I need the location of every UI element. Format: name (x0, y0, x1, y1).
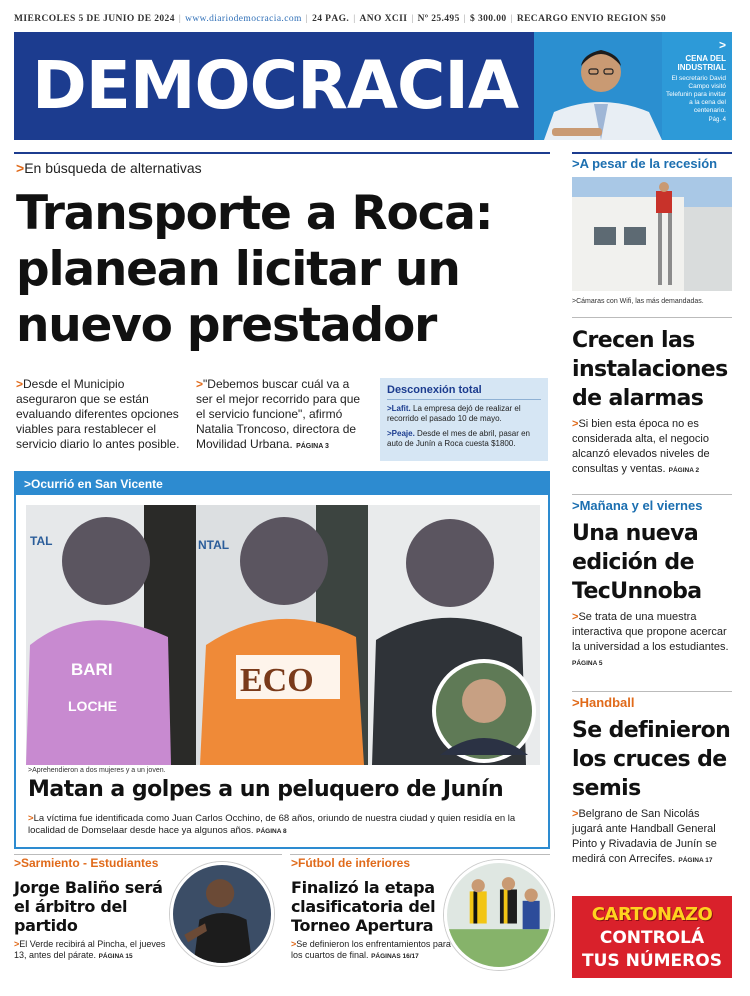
alarm-headline-block (572, 326, 732, 478)
shirt-print-text: ECO (240, 662, 314, 699)
crime-summary-text: La víctima fue identificada como Juan Carlos Occhino, de 68 años, oriundo de nuestra ciudad y quien residía en la localidad de Domselaar desde hace ya algunos años. (28, 813, 516, 836)
football-kicker: >Fútbol de inferiores (291, 856, 411, 870)
alarm-summary-text: Si bien esta época no es considerada alta, el negocio alcanzó elevados niveles de consultas y ventas. (572, 418, 710, 475)
divider (290, 854, 550, 855)
football-summary: >Se definieron los enfrentamientos para los cuartos de final. PÁGINAS 16/17 (291, 939, 451, 960)
football-photo (444, 860, 554, 970)
shirt-print-text: LOCHE (68, 698, 117, 714)
lead-column-2: >"Debemos buscar cuál va a ser el mejor recorrido para que el servicio funcione", afirmó Natalia Troncoso, directora de Movilidad Urbana. PÁGINA 3 (196, 377, 361, 451)
section-rule (572, 152, 732, 154)
cartonazo-logo: CARTONAZO (591, 904, 713, 925)
suspects-photo (26, 505, 540, 765)
background-sign-text: NTAL (198, 538, 230, 552)
masthead-person-photo (534, 32, 669, 140)
alarm-kicker: >A pesar de la recesión (572, 156, 718, 171)
tecunnoba-kicker: >Mañana y el viernes (572, 498, 703, 513)
masthead-promo-title: CENA DEL INDUSTRIAL (677, 54, 726, 72)
divider (572, 317, 732, 318)
tecunnoba-summary: >Se trata de una muestra interactiva que propone acercar la universidad a los estudiantes. PÁGINA 5 (572, 611, 729, 667)
info-box-item: >Peaje. Desde el mes de abril, pasar en auto de Junín a Roca cuesta $1800. (387, 429, 530, 448)
page-reference: PÁGINAS 16/17 (371, 953, 419, 960)
tecunnoba-summary-text: Se trata de una muestra interactiva que propone acercar la universidad a los estudiantes. (572, 611, 729, 653)
edition-price: $ 300.00 (470, 14, 507, 24)
masthead-promo[interactable] (662, 32, 732, 140)
page-reference: PÁGINA 15 (98, 953, 133, 960)
masthead-promo-text: El secretario David Campo visitó Telefunin para invitar a la cena del centenario. (666, 75, 726, 114)
edition-date: MIÉRCOLES 5 DE JUNIO DE 2024 (14, 14, 175, 24)
handball-story (572, 695, 732, 868)
referee-summary-text: El Verde recibirá al Pincha, el jueves 13, antes del párate. (14, 939, 166, 960)
info-box-title: Desconexión total (387, 384, 541, 400)
divider (572, 691, 732, 692)
shipping-surcharge: RECARGO ENVÍO REGIÓN $50 (516, 14, 667, 24)
divider (14, 854, 282, 855)
background-sign-text: TAL (30, 534, 53, 548)
alarm-photo (572, 177, 732, 291)
masthead-promo-page: Pág. 4 (708, 117, 726, 123)
tecunnoba-headline[interactable]: Una nueva edición de TecUnnoba (572, 521, 702, 604)
referee-photo (170, 862, 274, 966)
referee-headline[interactable]: Jorge Baliño será el árbitro del partido (14, 878, 163, 935)
handball-summary-text: Belgrano de San Nicolás jugará ante Handball General Pinto y Rivadavia de Junín se medirá con Arrecifes. (572, 808, 717, 865)
page-count: 24 PÁG. (312, 14, 350, 24)
lead-column-2-text: "Debemos buscar cuál va a ser el mejor recorrido para que el servicio funcione", afirmó Natalia Troncoso, directora de Movilidad Urbana. (196, 377, 361, 451)
masthead (14, 32, 732, 140)
tecunnoba-story (572, 498, 732, 671)
section-rule (14, 152, 550, 154)
lead-headline[interactable]: Transporte a Roca: planean licitar un nuevo prestador (16, 186, 493, 353)
cartonazo-promo[interactable] (572, 896, 732, 978)
football-summary-text: Se definieron los enfrentamientos para los cuartos de final. (291, 939, 451, 960)
divider (572, 494, 732, 495)
page-reference: PÁGINA 3 (296, 443, 329, 450)
referee-kicker: >Sarmiento - Estudiantes (14, 856, 159, 870)
lead-column-1: >Desde el Municipio aseguraron que se están evaluando diferentes opciones viables para restablecer el servicio diario lo antes posible. (16, 377, 180, 451)
football-headline[interactable]: Finalizó la etapa clasificatoria del Torneo Apertura (291, 878, 436, 935)
lead-kicker: >En búsqueda de alternativas (16, 160, 202, 176)
promo-line: TUS NÚMEROS (582, 951, 722, 971)
info-box (380, 378, 548, 461)
page-reference: PÁGINA 5 (572, 660, 603, 667)
page-reference: PÁGINA 8 (256, 828, 287, 835)
crime-summary: >La víctima fue identificada como Juan Carlos Occhino, de 68 años, oriundo de nuestra ciudad y quien residía en la localidad de Domselaar desde hace ya algunos años. PÁGINA 8 (28, 813, 516, 836)
crime-headline[interactable]: Matan a golpes a un peluquero de Junín (28, 777, 504, 802)
edition-number: Nº 25.495 (417, 14, 460, 24)
chevron-right-icon: > (718, 38, 726, 52)
handball-headline[interactable]: Se definieron los cruces de semis (572, 718, 731, 801)
lead-column-1-text: Desde el Municipio aseguraron que se están evaluando diferentes opciones viables para restablecer el servicio diario lo antes posible. (16, 377, 180, 451)
edition-year: AÑO XCII (359, 14, 408, 24)
info-box-item: >Lafit. La empresa dejó de realizar el recorrido el pasado 10 de mayo. (387, 404, 521, 423)
handball-summary: >Belgrano de San Nicolás jugará ante Handball General Pinto y Rivadavia de Junín se medirá con Arrecifes. PÁGINA 17 (572, 808, 717, 865)
page-reference: PÁGINA 2 (668, 467, 700, 474)
crime-section-bar: >Ocurrió en San Vicente (16, 473, 548, 495)
shirt-print-text: BARI (71, 660, 113, 679)
crime-story (14, 471, 550, 849)
handball-kicker: >Handball (572, 695, 635, 710)
alarm-summary: >Si bien esta época no es considerada alta, el negocio alcanzó elevados niveles de consultas y ventas. PÁGINA 2 (572, 418, 710, 475)
promo-line: CONTROLÁ (599, 928, 705, 948)
newspaper-logo[interactable]: DEMOCRACIA (32, 47, 519, 124)
alarm-story (572, 156, 732, 305)
page-reference: PÁGINA 17 (678, 857, 713, 864)
alarm-headline[interactable]: Crecen las instalaciones de alarmas (572, 328, 728, 411)
referee-summary: >El Verde recibirá al Pincha, el jueves 13, antes del párate. PÁGINA 15 (14, 939, 166, 960)
edition-info-line: MIÉRCOLES 5 DE JUNIO DE 2024 | www.diariodemocracia.com | 24 PÁG. | AÑO XCII | Nº 25.495 | $ 300.00 | RECARGO ENVÍO REGIÓN $50 (14, 14, 667, 24)
website-link[interactable]: www.diariodemocracia.com (185, 14, 302, 24)
photo-caption: >Cámaras con Wifi, las más demandadas. (572, 298, 704, 305)
photo-caption: >Aprehendieron a dos mujeres y a un joven. (28, 767, 166, 774)
